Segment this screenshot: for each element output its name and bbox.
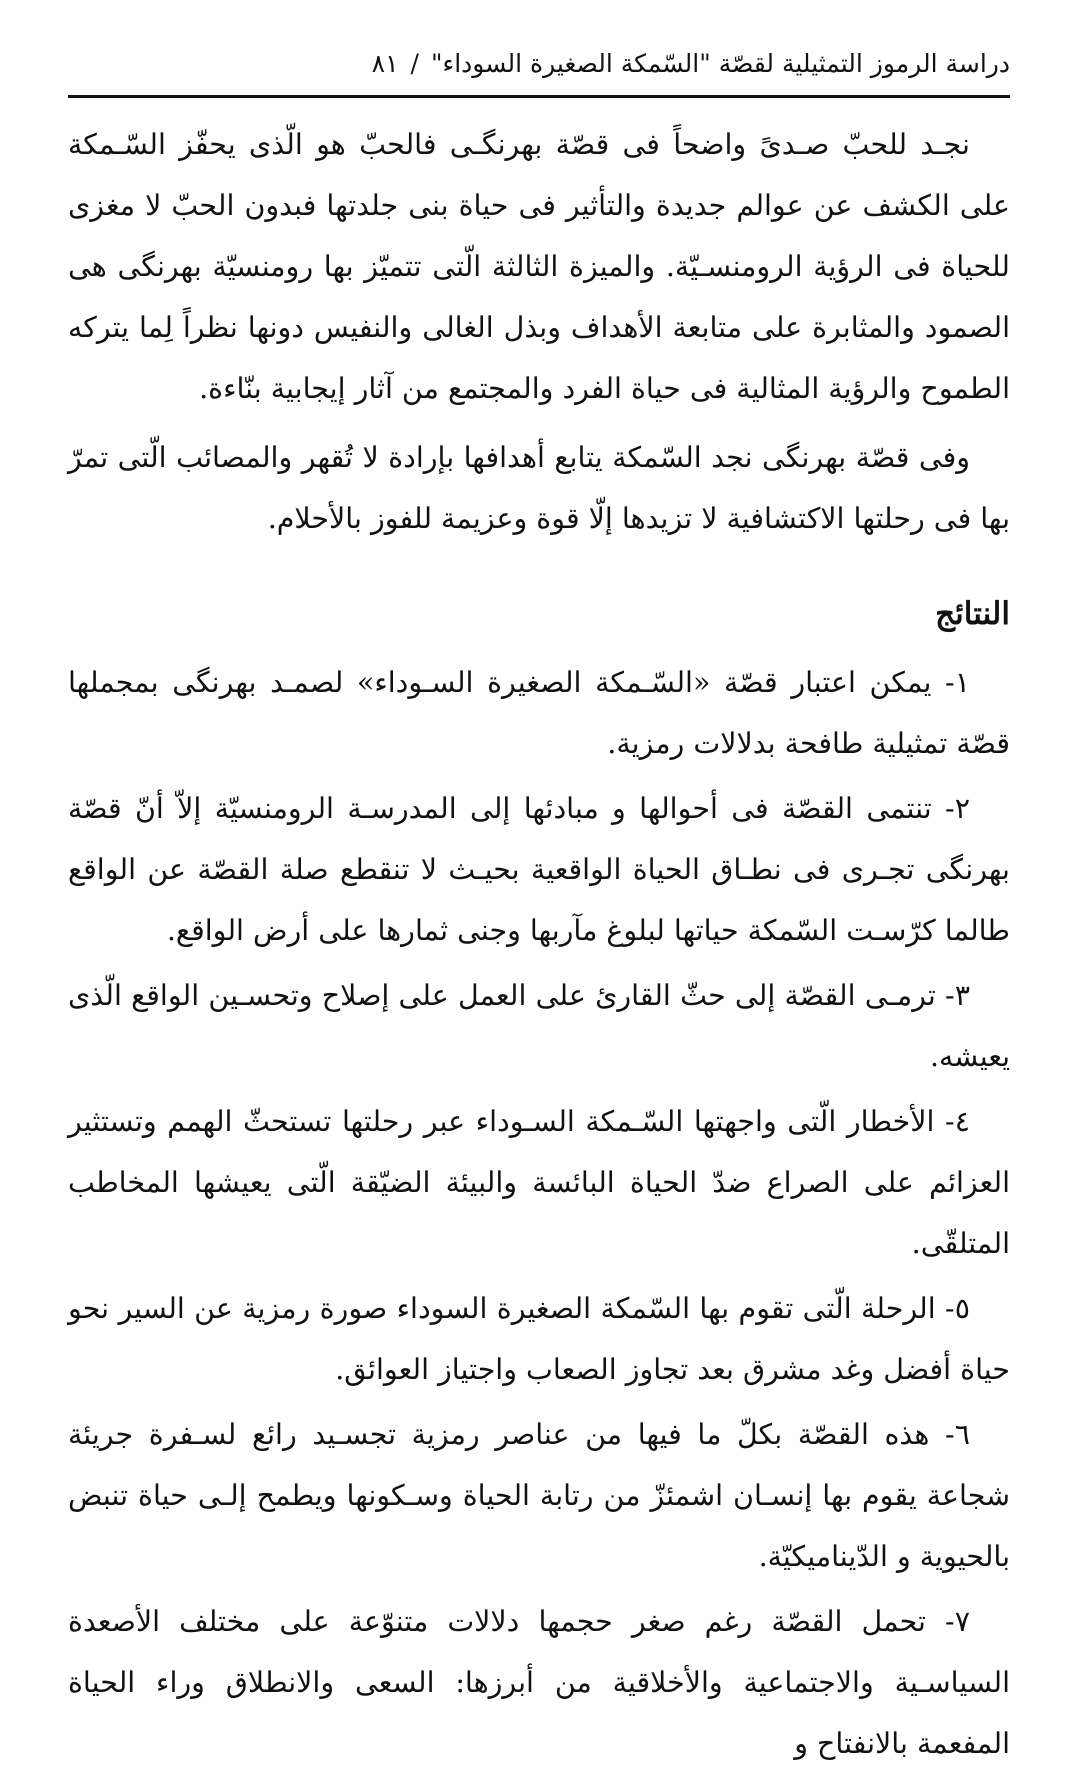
result-item: ١- يمكن اعتبار قصّة «السّـمكة الصغيرة السـوداء» لصمـد بهرنگى بمجملها قصّة تمثيلية طافحة بدلالات رمزية.: [68, 666, 1010, 760]
running-header-separator: /: [410, 49, 419, 78]
result-item: ٦- هذه القصّة بكلّ ما فيها من عناصر رمزية تجسـيد رائع لسـفرة جريئة شجاعة يقوم بها إنسـان اشمئزّ من رتابة الحياة وسـكونها ويطمح إلـى حياة تنبض بالحيوية و الدّيناميكيّة.: [68, 1418, 1010, 1573]
running-header-title: دراسة الرموز التمثيلية لقصّة "السّمكة الصغيرة السوداء": [430, 49, 1010, 78]
document-page: [68, 40, 1010, 1760]
result-item: ٣- ترمـى القصّة إلى حثّ القارئ على العمل على إصلاح وتحسـين الواقع الّذى يعيشه.: [68, 979, 1010, 1073]
page-number: ٨١: [371, 49, 399, 78]
running-header: [68, 40, 1010, 98]
result-item: ٤- الأخطار الّتى واجهتها السّـمكة السـوداء عبر رحلتها تستحثّ الهمم وتستثير العزائم على الصراع ضدّ الحياة البائسة والبيئة الضيّقة الّتى يعيشها المخاطب المتلقّى.: [68, 1105, 1010, 1260]
paragraph: نجـد للحبّ صـدىً واضحاً فى قصّة بهرنگـى فالحبّ هو الّذى يحفّز السّـمكة على الكشف عن عوالم جديدة والتأثير فى حياة بنى جلدتها فبدون الحبّ لا مغزى للحياة فى الرؤية الرومنسـيّة. والميزة الثالثة الّتى تتميّز بها رومنسيّة بهرنگى هى الصمود والمثابرة على متابعة الأهداف وبذل الغالى والنفيس دونها نظراً لِما يتركه الطموح والرؤية المثالية فى حياة الفرد والمجتمع من آثار إيجابية بنّاءة.: [68, 128, 1010, 405]
section-heading: النتائج: [935, 596, 1010, 632]
body-text: [68, 114, 1010, 1774]
result-item: ٧- تحمل القصّة رغم صغر حجمها دلالات متنوّعة على مختلف الأصعدة السياسـية والاجتماعية والأخلاقية من أبرزها: السعى والانطلاق وراء الحياة المفعمة بالانفتاح و: [68, 1605, 1010, 1760]
result-item: ٢- تنتمى القصّة فى أحوالها و مبادئها إلى المدرسـة الرومنسيّة إلاّ أنّ قصّة بهرنگى تجـرى فى نطـاق الحياة الواقعية بحيـث لا تنقطع صلة القصّة عن الواقع طالما كرّسـت السّمكة حياتها لبلوغ مآربها وجنى ثمارها على أرض الواقع.: [68, 792, 1010, 947]
paragraph: وفى قصّة بهرنگى نجد السّمكة يتابع أهدافها بإرادة لا تُقهر والمصائب الّتى تمرّ بها فى رحلتها الاكتشافية لا تزيدها إلّا قوة وعزيمة للفوز بالأحلام.: [68, 441, 1010, 535]
result-item: ٥- الرحلة الّتى تقوم بها السّمكة الصغيرة السوداء صورة رمزية عن السير نحو حياة أفضل وغد مشرق بعد تجاوز الصعاب واجتياز العوائق.: [68, 1292, 1010, 1386]
